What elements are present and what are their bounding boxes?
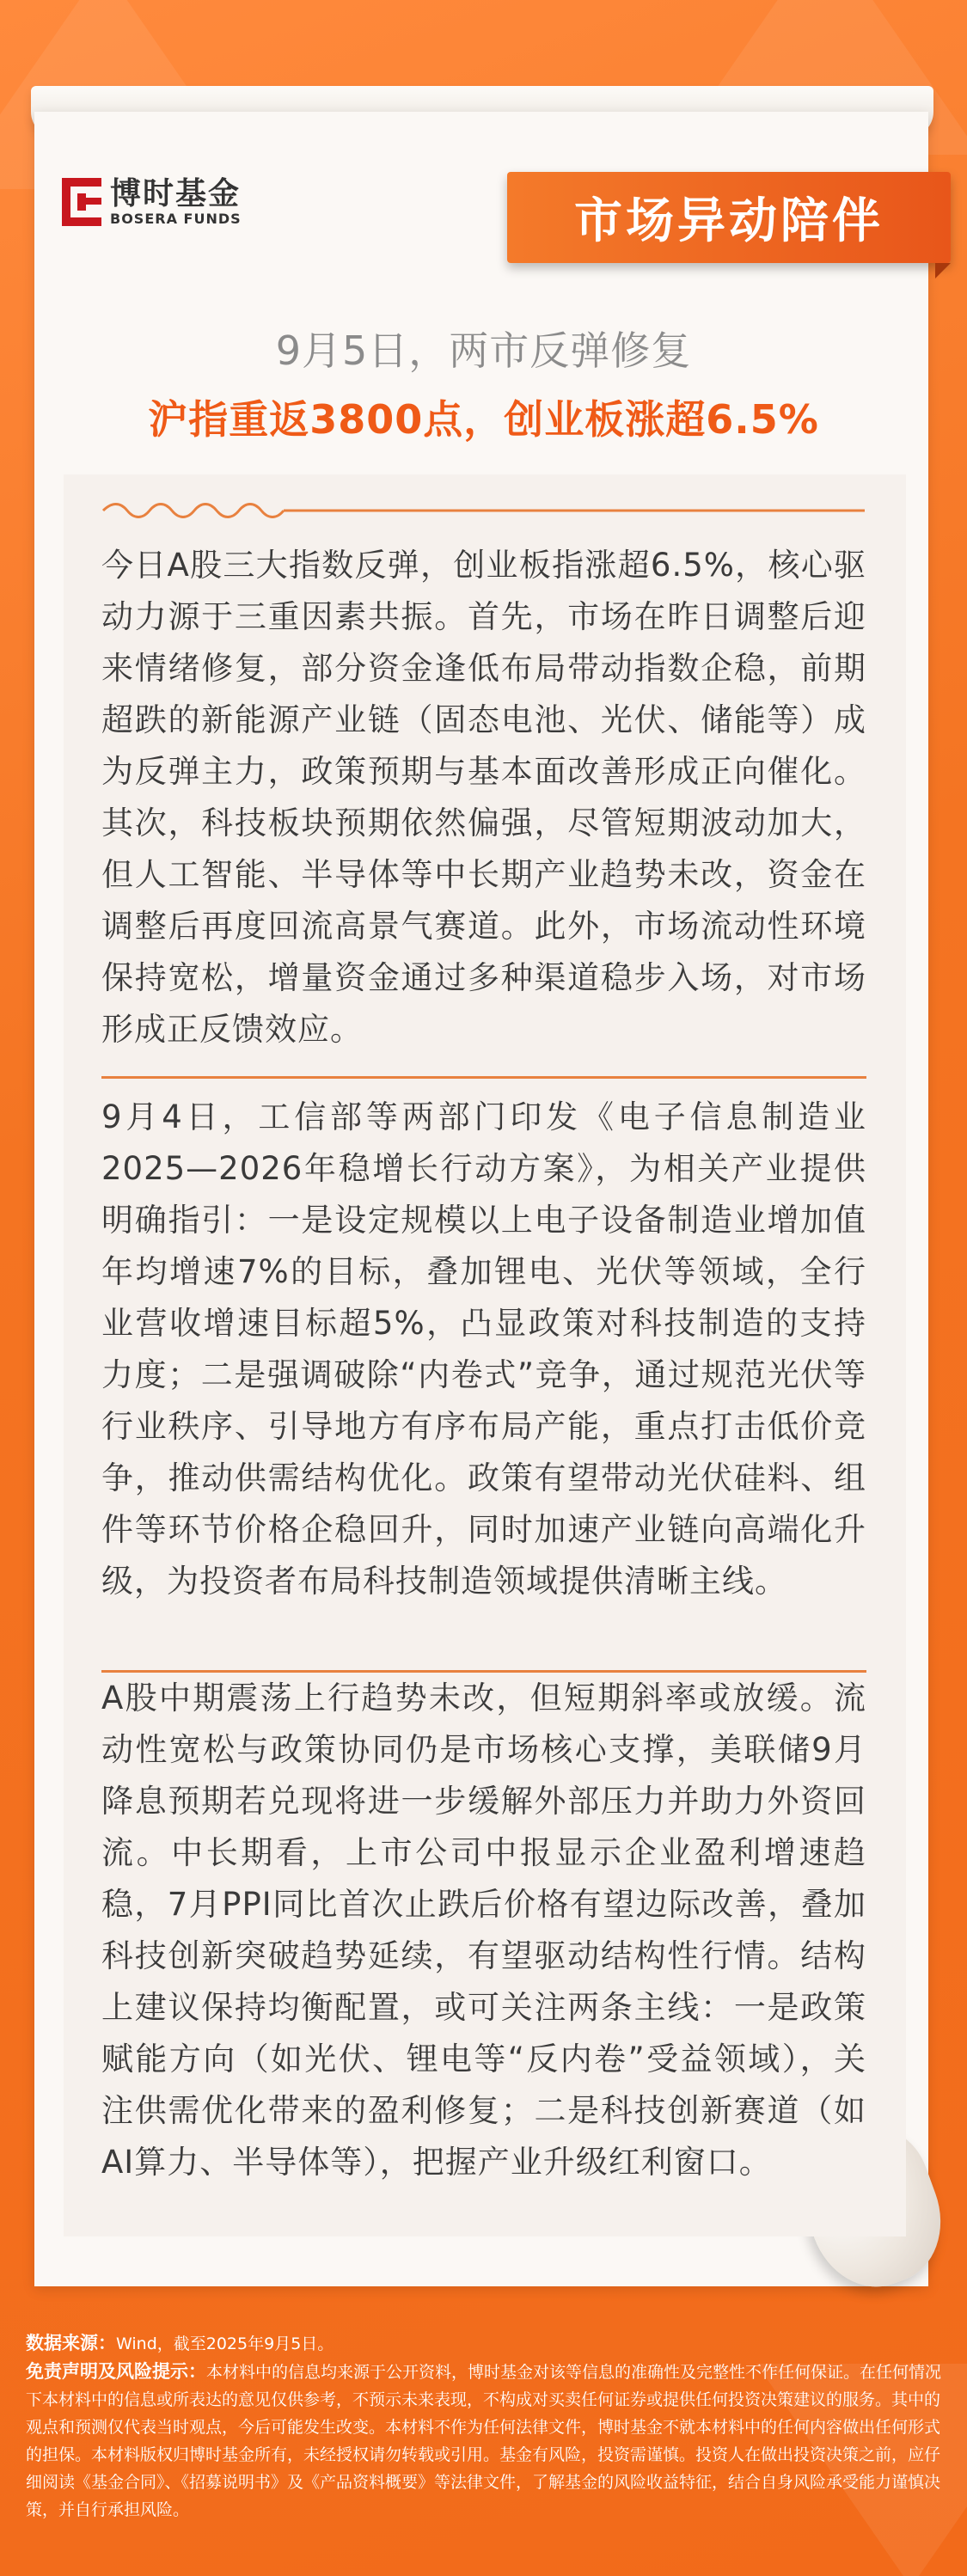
banner-title: 市场异动陪伴 [574, 193, 884, 249]
page-title: 沪指重返3800点，创业板涨超6.5% [148, 396, 819, 443]
paragraph-outlook: A股中期震荡上行趋势未改，但短期斜率或放缓。流动性宽松与政策协同仍是市场核心支撑，美联储9月降息预期若兑现将进一步缓解外部压力并助力外资回流。中长期看，上市公司中报显示企业盈利增速趋稳，7月PPI同比首次止跌后价格有望边际改善，叠加科技创新突破趋势延续，有望驱动结构性行情。结构上建议保持均衡配置，或可关注两条主线：一是政策赋能方向（如光伏、锂电等“反内卷”受益领域），关注供需优化带来的盈利修复；二是科技创新赛道（如AI算力、半导体等），把握产业升级红利窗口。 [101, 1680, 866, 2181]
disclaimer-text: 本材料中的信息均来源于公开资料，博时基金对该等信息的准确性及完整性不作任何保证。在任何情况下本材料中的信息或所表达的意见仅供参考，不预示未来表现，不构成对买卖任何证券或提供任何投资决策建议的服务。其中的观点和预测仅代表当时观点，今后可能发生改变。本材料不作为任何法律文件，博时基金不就本材料中的任何内容做出任何形式的担保。本材料版权归博时基金所有，未经授权请勿转载或引用。基金有风险，投资需谨慎。投资人在做出投资决策之前，应仔细阅读《基金合同》、《招募说明书》及《产品资料概要》等法律文件，了解基金的风险收益特征，结合自身风险承受能力谨慎决策，并自行承担风险。 [26, 2363, 942, 2519]
disclaimer-label: 免责声明及风险提示： [26, 2361, 206, 2382]
brand-logo [62, 177, 242, 227]
data-source-label: 数据来源： [26, 2333, 116, 2353]
data-source-text: Wind，截至2025年9月5日。 [116, 2334, 334, 2353]
brand-logo-icon [62, 178, 101, 226]
ornament-divider [101, 502, 866, 519]
brand-name-cn: 博时基金 [110, 176, 242, 211]
data-source [26, 2329, 946, 2358]
footer-disclaimer [26, 2329, 946, 2524]
page-subtitle: 9月5日，两市反弹修复 [275, 327, 692, 374]
risk-disclaimer [26, 2358, 946, 2524]
paragraph-policy: 9月4日，工信部等两部门印发《电子信息制造业2025—2026年稳增长行动方案》，为相关产业提供明确指引：一是设定规模以上电子设备制造业增加值年均增速7%的目标，叠加锂电、光伏等领域，全行业营收增速目标超5%，凸显政策对科技制造的支持力度；二是强调破除“内卷式”竞争，通过规范光伏等行业秩序、引导地方有序布局产能，重点打击低价竞争，推动供需结构优化。政策有望带动光伏硅料、组件等环节价格企稳回升，同时加速产业链向高端化升级，为投资者布局科技制造领域提供清晰主线。 [101, 1098, 866, 1600]
paragraph-market-rebound: 今日A股三大指数反弹，创业板指涨超6.5%，核心驱动力源于三重因素共振。首先，市场在昨日调整后迎来情绪修复，部分资金逢低布局带动指数企稳，前期超跌的新能源产业链（固态电池、光伏、储能等）成为反弹主力，政策预期与基本面改善形成正向催化。其次，科技板块预期依然偏强，尽管短期波动加大，但人工智能、半导体等中长期产业趋势未改，资金在调整后再度回流高景气赛道。此外，市场流动性环境保持宽松，增量资金通过多种渠道稳步入场，对市场形成正反馈效应。 [101, 547, 866, 1048]
brand-name-en: BOSERA FUNDS [110, 211, 242, 227]
section-divider [101, 1076, 866, 1079]
header-banner [507, 172, 951, 263]
